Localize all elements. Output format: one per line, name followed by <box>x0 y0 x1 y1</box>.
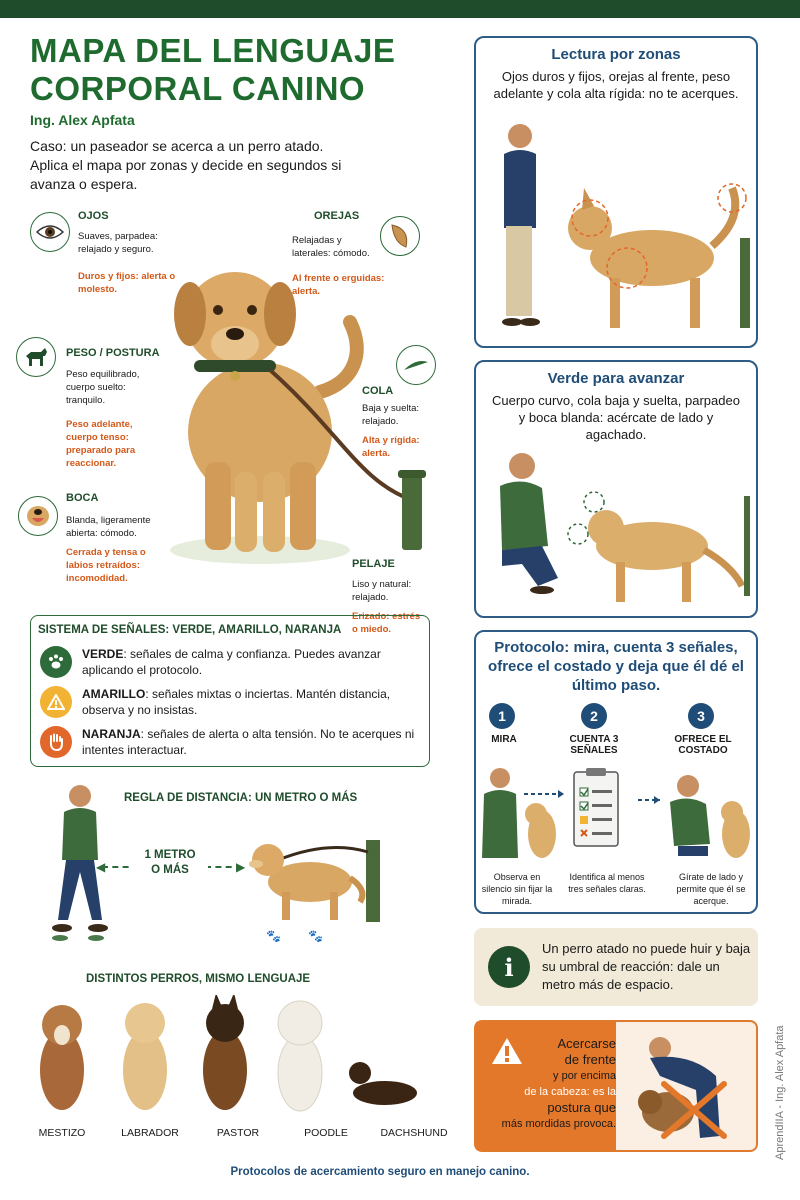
signal-naranja-key: NARANJA <box>82 727 141 741</box>
zone-orejas-title: OREJAS <box>314 210 360 222</box>
step-number: 1 <box>489 703 515 729</box>
zone-boca-alert: Cerrada y tensa o labios retraídos: incomodidad. <box>66 547 146 584</box>
warning-line: de frente <box>564 1052 616 1067</box>
zone-ojos-alert: Duros y fijos: alerta o molesto. <box>78 271 176 295</box>
breed-label: POODLE <box>304 1127 348 1139</box>
zone-cola-calm: Baja y suelta: relajado. <box>362 403 420 427</box>
distance-label-line-2: O MÁS <box>151 864 189 876</box>
step-number: 2 <box>581 703 607 729</box>
zone-boca-title: BOCA <box>66 492 99 504</box>
page-title <box>30 32 450 108</box>
step-caption: Gírate de lado y permite que él se acerque. <box>676 872 746 906</box>
signal-verde-text <box>82 646 420 678</box>
info-text: Un perro atado no puede huir y baja su umbral de reacción: dale un metro más de espacio. <box>542 941 751 992</box>
breeds-illustration <box>30 995 440 1120</box>
watermark: AprendIIA - Ing. Alex Apfata <box>774 1025 786 1160</box>
calm-approach-illustration <box>482 446 750 610</box>
signal-amarillo-text <box>82 686 420 718</box>
signal-amarillo <box>40 686 420 718</box>
info-icon: i <box>488 946 530 988</box>
author: Ing. Alex Apfata <box>30 112 135 128</box>
signal-verde-key: VERDE <box>82 647 124 661</box>
step-caption: Identifica al menos tres señales claras. <box>568 872 646 894</box>
signal-verde <box>40 646 420 678</box>
warning-line: postura que <box>547 1100 616 1115</box>
distance-label <box>132 848 208 878</box>
title-line-2: CORPORAL CANINO <box>30 70 366 107</box>
walking-person-illustration <box>40 780 130 945</box>
footer-text: Protocolos de acercamiento seguro en manejo canino. <box>230 1166 530 1178</box>
signal-naranja-text <box>82 726 420 758</box>
ear-icon <box>380 216 420 256</box>
zone-ojos-calm: Suaves, parpadea: relajado y seguro. <box>78 231 158 255</box>
signal-amarillo-key: AMARILLO <box>82 687 146 701</box>
warning-line: de la cabeza: es la <box>524 1086 616 1098</box>
dog-silhouette-icon <box>16 337 56 377</box>
zone-orejas-alert: Al frente o erguidas: alerta. <box>292 273 385 297</box>
mouth-icon <box>18 496 58 536</box>
verde-title: Verde para avanzar <box>547 370 685 387</box>
verde-text: Cuerpo curvo, cola baja y suelta, parpadeo y boca blanda: acércate de lado y agachado. <box>492 393 740 442</box>
zone-boca-calm: Blanda, ligeramente abierta: cómodo. <box>66 515 151 539</box>
step-label: CUENTA 3 SEÑALES <box>569 734 619 756</box>
breed-label: MESTIZO <box>38 1127 86 1139</box>
lectura-title: Lectura por zonas <box>551 46 681 63</box>
zone-ojos-title: OJOS <box>78 210 109 222</box>
warning-icon <box>40 686 72 718</box>
paw-icon <box>40 646 72 678</box>
stop-hand-icon <box>40 726 72 758</box>
zone-orejas-calm: Relajadas y laterales: cómodo. <box>292 235 370 259</box>
zone-pelaje-title: PELAJE <box>352 558 395 570</box>
breed-label: LABRADOR <box>121 1127 179 1139</box>
step-number: 3 <box>688 703 714 729</box>
breed-label: PASTOR <box>216 1127 260 1139</box>
breeds-labels <box>18 1127 458 1139</box>
intro-text: Caso: un paseador se acerca a un perro atado. Aplica el mapa por zonas y decide en segundos si avanza o espera. <box>30 138 342 192</box>
zone-cola-alert: Alta y rígida: alerta. <box>362 435 420 459</box>
alert-dog-illustration <box>482 118 750 340</box>
zone-pelaje-calm: Liso y natural: relajado. <box>352 579 412 603</box>
step-caption: Observa en silencio sin fijar la mirada. <box>481 872 553 906</box>
warning-line: Acercarse <box>557 1036 616 1051</box>
tied-dog-illustration <box>238 830 388 945</box>
arrow-left-icon: ◀ <box>96 860 106 874</box>
top-bar <box>0 0 800 18</box>
zone-peso-calm: Peso equilibrado, cuerpo suelto: tranquilo. <box>66 369 140 406</box>
signal-naranja-desc: : señales de alerta o alta tensión. No te acerques ni intentes interactuar. <box>82 727 415 757</box>
step-label: MIRA <box>491 734 517 745</box>
distance-title: REGLA DE DISTANCIA: UN METRO O MÁS <box>124 792 358 804</box>
wrong-approach-illustration <box>620 1026 754 1148</box>
zone-peso-title: PESO / POSTURA <box>66 347 160 359</box>
tail-icon <box>396 345 436 385</box>
svg-text:🐾: 🐾 <box>266 929 281 943</box>
warning-text <box>486 1036 616 1132</box>
distance-label-line-1: 1 METRO <box>144 849 196 861</box>
protocolo-title: Protocolo: mira, cuenta 3 señales, ofrece el costado y deja que él dé el último paso. <box>488 639 744 694</box>
signals-title: SISTEMA DE SEÑALES: VERDE, AMARILLO, NARANJA <box>38 624 342 636</box>
lectura-text: Ojos duros y fijos, orejas al frente, peso adelante y cola alta rígida: no te acerques. <box>493 69 739 101</box>
protocol-steps-illustration <box>478 764 756 864</box>
zone-cola-title: COLA <box>362 385 394 397</box>
arrow-right-icon: ▶ <box>236 860 246 874</box>
eye-icon <box>30 212 70 252</box>
title-line-1: MAPA DEL LENGUAJE <box>30 32 396 69</box>
zone-pelaje-alert: Erizado: estrés o miedo. <box>352 611 421 635</box>
breeds-title: DISTINTOS PERROS, MISMO LENGUAJE <box>86 973 311 985</box>
svg-text:🐾: 🐾 <box>308 929 323 943</box>
signal-amarillo-desc: : señales mixtas o inciertas. Mantén distancia, observa y no insistas. <box>82 687 391 717</box>
signal-verde-desc: : señales de calma y confianza. Puedes avanzar aplicando el protocolo. <box>82 647 381 677</box>
signal-naranja <box>40 726 420 758</box>
warning-line: y por encima <box>553 1070 616 1082</box>
step-label: OFRECE EL COSTADO <box>674 734 732 756</box>
breed-label: DACHSHUND <box>380 1127 448 1139</box>
warning-line: más mordidas provoca. <box>501 1118 616 1130</box>
zone-peso-alert: Peso adelante, cuerpo tenso: preparado para reaccionar. <box>66 419 136 469</box>
